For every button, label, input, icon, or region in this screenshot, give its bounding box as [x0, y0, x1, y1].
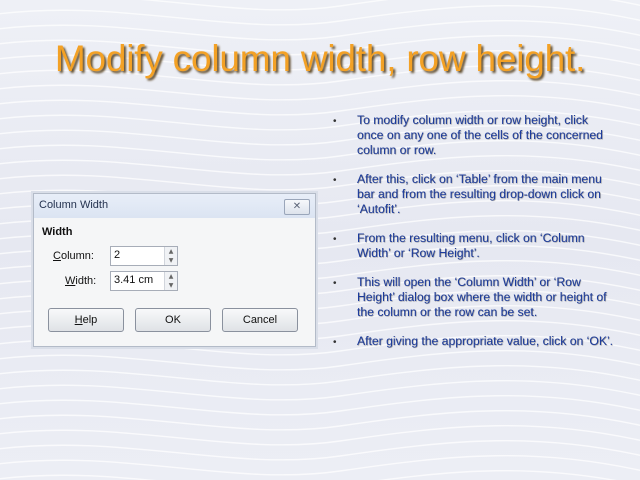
bullet-text: After this, click on ‘Table’ from the main menu bar and from the resulting drop-down click on ‘Autofit’.	[357, 172, 602, 216]
help-mnemonic: H	[74, 314, 83, 326]
cancel-button[interactable]: Cancel	[222, 308, 298, 332]
bullet-item	[333, 231, 615, 261]
slide-title: Modify column width, row height.	[54, 38, 586, 79]
dialog-body	[34, 218, 315, 346]
spin-down-icon[interactable]: ▼	[165, 281, 177, 290]
column-spin-arrows	[164, 247, 177, 265]
help-rest: elp	[82, 314, 98, 326]
width-label-mnemonic: W	[65, 275, 76, 287]
spin-down-icon[interactable]: ▼	[165, 256, 177, 265]
width-label-rest: idth:	[75, 275, 97, 287]
bullet-text: To modify column width or row height, click once on any one of the cells of the concerned column or row.	[357, 113, 603, 157]
bullet-dot-icon: •	[333, 337, 337, 348]
width-group-label: Width	[42, 226, 73, 238]
dialog-titlebar[interactable]	[34, 194, 315, 218]
column-label	[53, 250, 94, 262]
bullet-dot-icon: •	[333, 234, 337, 245]
width-value[interactable]: 3.41 cm	[114, 274, 154, 286]
wave-line	[0, 0, 640, 10]
ok-button[interactable]: OK	[135, 308, 211, 332]
column-spinbox[interactable]	[110, 246, 178, 266]
close-button[interactable]	[284, 199, 310, 215]
help-button[interactable]	[48, 308, 124, 332]
dialog-title: Column Width	[39, 199, 109, 211]
bullet-dot-icon: •	[333, 278, 337, 289]
width-label	[65, 275, 96, 287]
column-value[interactable]: 2	[114, 249, 121, 261]
bullet-item	[333, 275, 615, 320]
spin-up-icon[interactable]: ▲	[165, 272, 177, 282]
width-spin-arrows	[164, 272, 177, 290]
wave-line	[0, 471, 640, 480]
bullet-text: From the resulting menu, click on ‘Column Width’ or ‘Row Height’.	[357, 231, 585, 260]
width-spinbox[interactable]	[110, 271, 178, 291]
close-icon: ✕	[292, 201, 302, 212]
bullet-text: After giving the appropriate value, click on ‘OK’.	[357, 334, 614, 348]
bullet-dot-icon: •	[333, 116, 337, 127]
bullet-item	[333, 172, 615, 217]
column-label-mnemonic: C	[53, 250, 61, 262]
bullet-dot-icon: •	[333, 175, 337, 186]
spin-up-icon[interactable]: ▲	[165, 247, 177, 257]
bullet-item	[333, 334, 615, 349]
bullet-item	[333, 113, 615, 158]
bullet-list	[333, 113, 615, 363]
column-label-rest: olumn:	[60, 250, 94, 262]
bullet-text: This will open the ‘Column Width’ or ‘Row Height’ dialog box where the width or height of the column or the row can be set.	[357, 275, 607, 319]
column-width-dialog	[33, 193, 316, 347]
